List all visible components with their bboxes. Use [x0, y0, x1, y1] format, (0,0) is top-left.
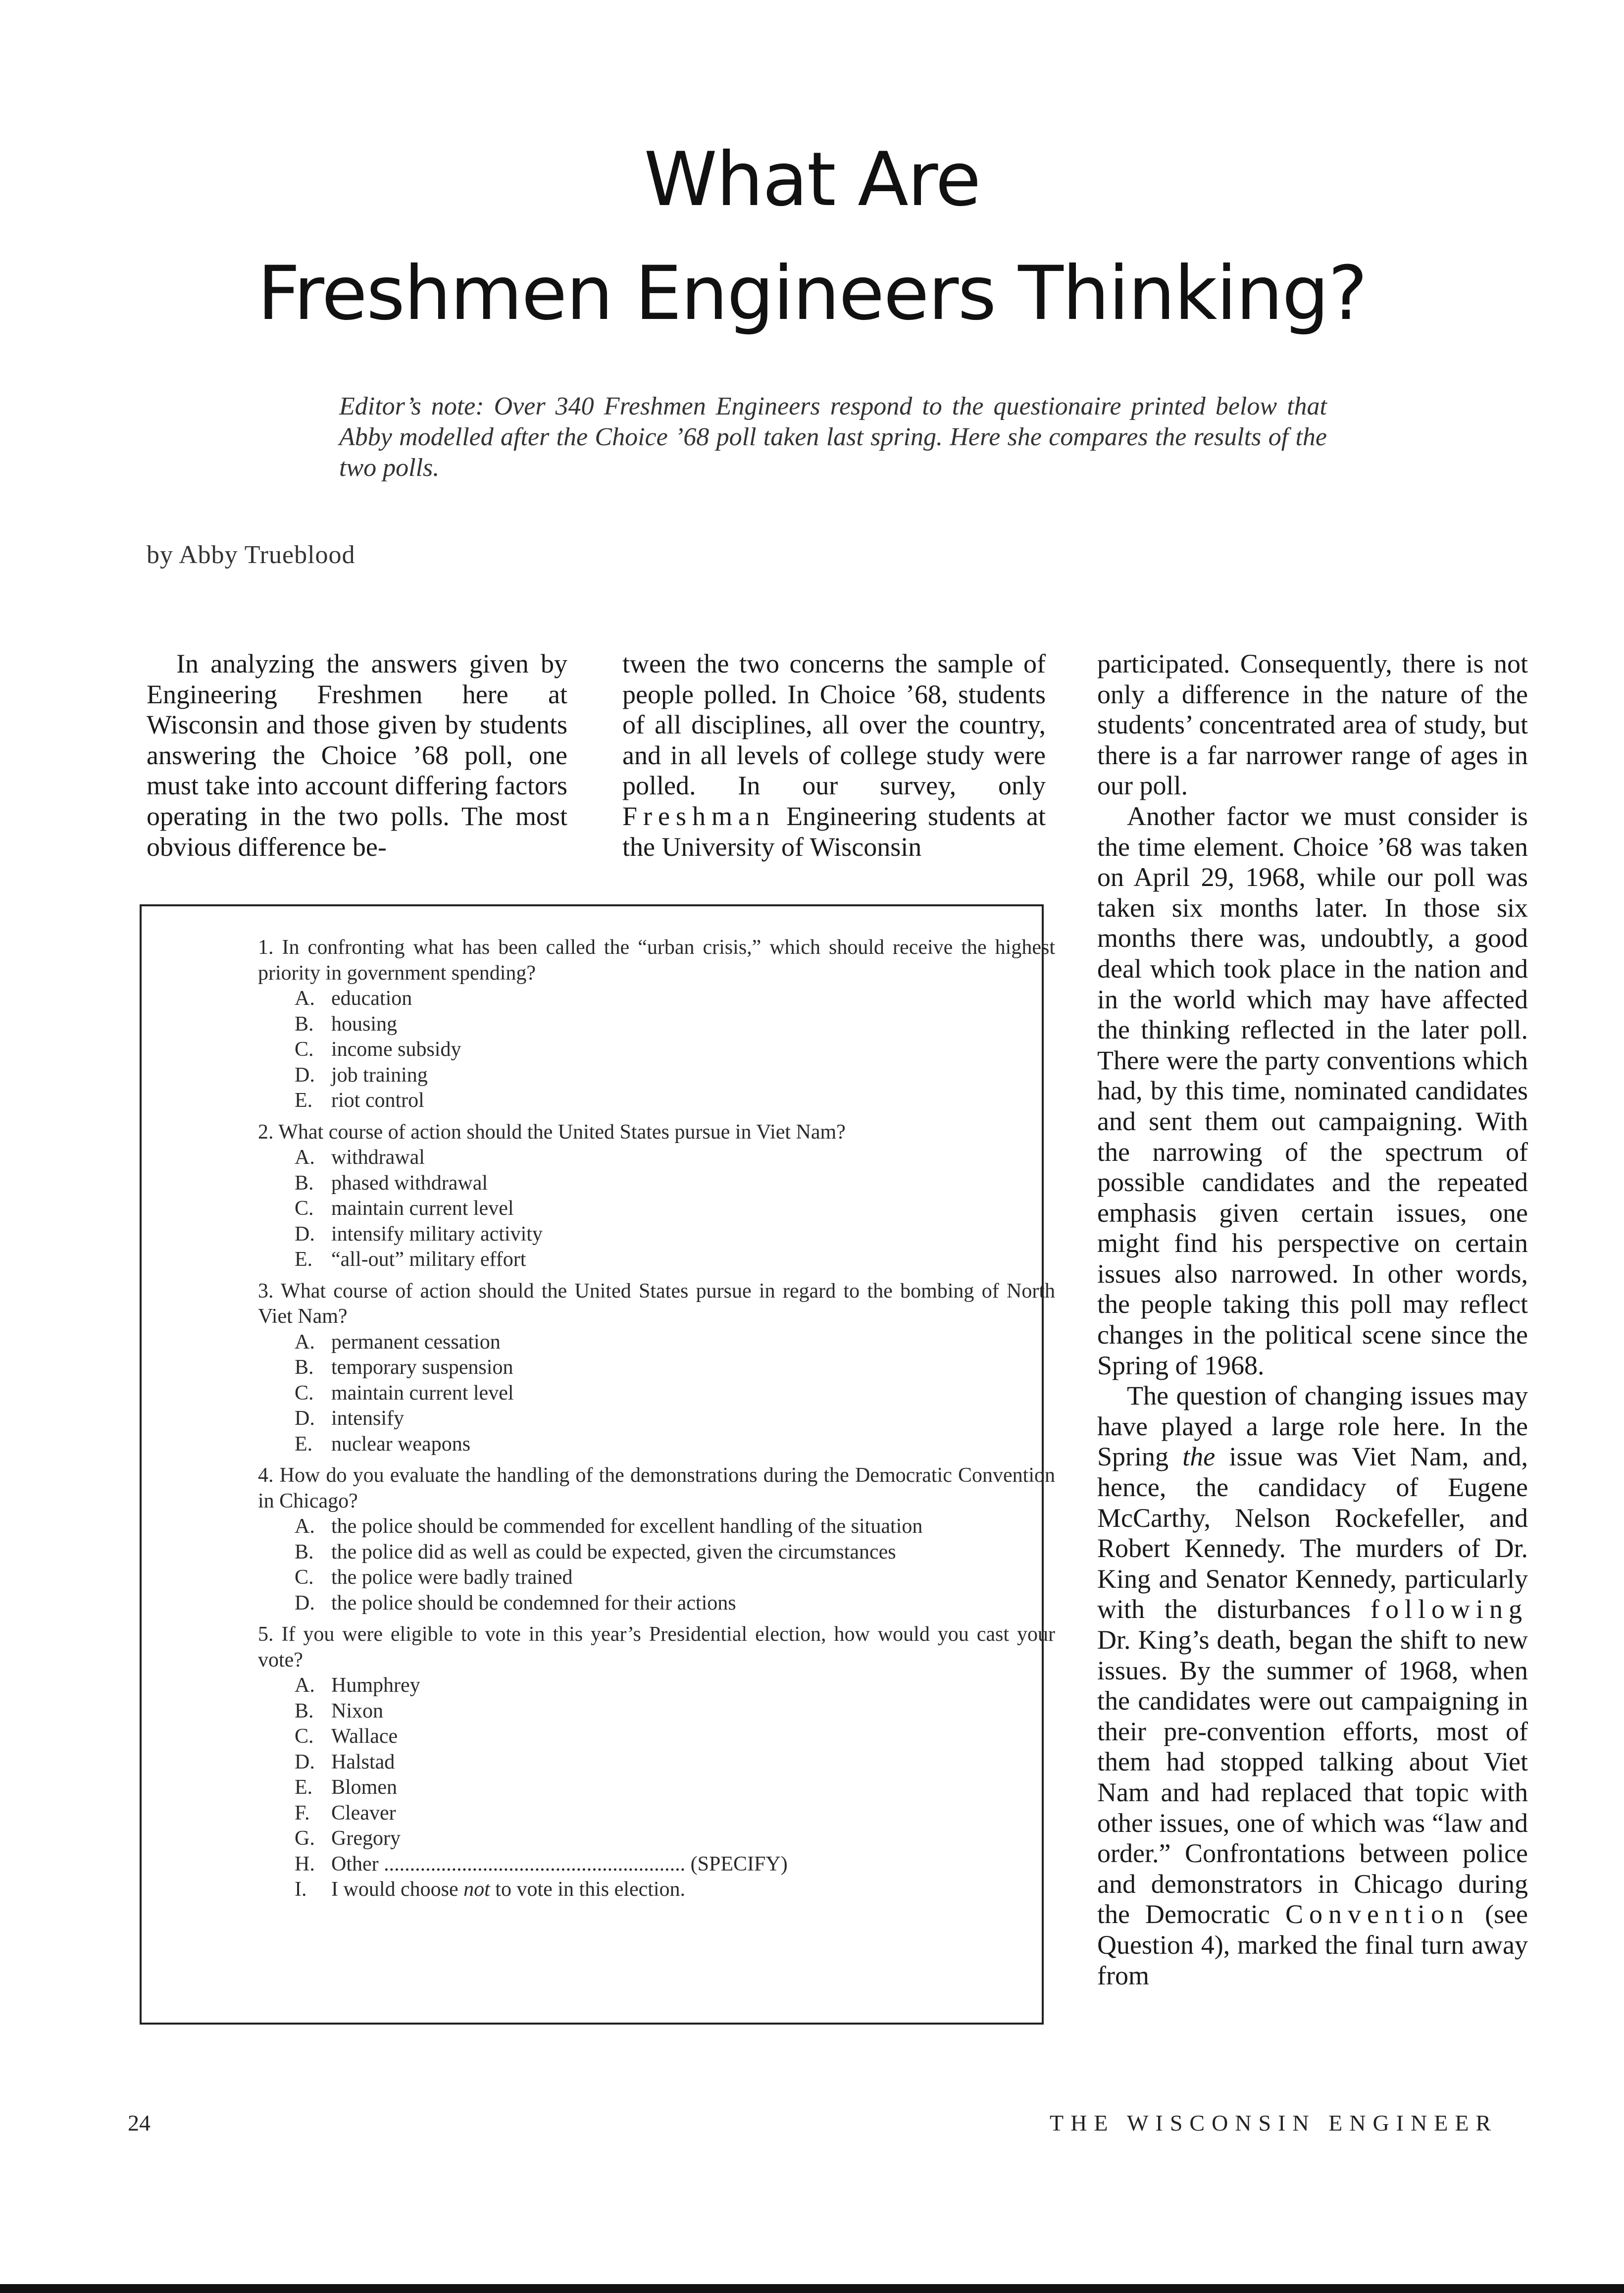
option-text: income subsidy: [331, 1038, 461, 1061]
option-text: the police were badly trained: [331, 1566, 573, 1589]
column-1: [147, 649, 567, 862]
option-text: housing: [331, 1012, 398, 1036]
question-4-option-a: [258, 1514, 1055, 1540]
question-1-option-c: [258, 1037, 1055, 1063]
column-3-spaced-word-2: Convention: [1285, 1899, 1470, 1929]
question-3-option-a: [258, 1330, 1055, 1355]
column-2-paragraph: [622, 649, 1046, 862]
question-5-option-b: [258, 1699, 1055, 1724]
option-letter: A.: [295, 1146, 315, 1169]
editor-note: Editor’s note: Over 340 Freshmen Engineers respond to the questionaire printed below that Abby modelled after the Choice ’68 poll taken last spring. Here she compares the results of the two polls.: [339, 392, 1327, 482]
option-letter: D.: [295, 1222, 315, 1246]
option-letter: D.: [295, 1750, 315, 1773]
column-3-spaced-word-1: following: [1370, 1594, 1528, 1624]
article-title-line2: Freshmen Engineers Thinking?: [257, 251, 1367, 337]
column-3-paragraph-3: [1097, 1381, 1528, 1991]
column-2-text-b: Engineering students at the University of Wisconsin: [622, 801, 1046, 862]
question-4-option-c: [258, 1565, 1055, 1591]
option-text: Blomen: [331, 1776, 397, 1799]
option-text: education: [331, 987, 412, 1010]
question-3-option-e: [258, 1432, 1055, 1458]
option-letter: B.: [295, 1171, 314, 1195]
option-letter: D.: [295, 1591, 315, 1615]
option-text: job training: [331, 1063, 428, 1087]
option-specify: (SPECIFY): [690, 1852, 788, 1876]
option-text: Other ..........................................................: [331, 1852, 686, 1876]
column-2-text-a: tween the two concerns the sample of people polled. In Choice ’68, students of all disciplines, all over the country, and in all levels of college study were polled. In our survey, only: [622, 649, 1046, 801]
option-text: intensify: [331, 1407, 404, 1430]
byline: by Abby Trueblood: [147, 541, 355, 569]
question-4-option-b: [258, 1540, 1055, 1565]
column-3-text-d: (see Question 4), marked the final turn away from: [1097, 1899, 1528, 1990]
question-4: [258, 1463, 1055, 1616]
column-2-spaced-word: Freshman: [622, 801, 775, 831]
option-text: the police should be condemned for their actions: [331, 1591, 736, 1615]
option-letter: A.: [295, 1674, 315, 1697]
question-1-option-b: [258, 1012, 1055, 1038]
question-2-option-c: [258, 1196, 1055, 1222]
question-5: [258, 1622, 1055, 1903]
option-text-pre: I would choose: [331, 1878, 458, 1901]
option-text-post: to vote in this election.: [495, 1878, 686, 1901]
option-letter: G.: [295, 1827, 315, 1850]
question-2-option-e: [258, 1247, 1055, 1273]
option-letter: B.: [295, 1356, 314, 1379]
column-2: [622, 649, 1046, 862]
question-2-option-a: [258, 1145, 1055, 1171]
question-5-option-i: [258, 1877, 1055, 1903]
option-emphasis: not: [463, 1878, 490, 1901]
option-letter: A.: [295, 987, 315, 1010]
column-3: [1097, 649, 1528, 1991]
column-3-text-a: The question of changing issues may have played a large role here. In the Spring: [1097, 1381, 1528, 1472]
questionnaire: [258, 935, 1055, 1909]
option-letter: C.: [295, 1566, 314, 1589]
question-5-option-f: [258, 1801, 1055, 1826]
option-letter: D.: [295, 1063, 315, 1087]
option-letter: B.: [295, 1012, 314, 1036]
question-4-text: 4. How do you evaluate the handling of the demonstrations during the Democratic Convention in Chicago?: [258, 1464, 1055, 1512]
option-text: phased withdrawal: [331, 1171, 488, 1195]
page-number: 24: [128, 2110, 151, 2136]
option-letter: B.: [295, 1540, 314, 1563]
option-text: Gregory: [331, 1827, 401, 1850]
question-3-option-d: [258, 1406, 1055, 1432]
option-text: the police did as well as could be expected, given the circumstances: [331, 1540, 896, 1563]
option-letter: C.: [295, 1725, 314, 1748]
question-1: [258, 935, 1055, 1114]
option-letter: F.: [295, 1801, 310, 1824]
option-text: Humphrey: [331, 1674, 420, 1697]
question-2-option-d: [258, 1222, 1055, 1248]
question-4-option-d: [258, 1591, 1055, 1616]
magazine-name: THE WISCONSIN ENGINEER: [1050, 2110, 1498, 2136]
column-3-emphasis: the: [1182, 1442, 1216, 1472]
option-text: Nixon: [331, 1699, 383, 1722]
article-title-line1: What Are: [644, 137, 980, 223]
option-text: “all-out” military effort: [331, 1248, 526, 1271]
question-5-option-d: [258, 1750, 1055, 1775]
option-text: Cleaver: [331, 1801, 396, 1824]
option-text: permanent cessation: [331, 1330, 501, 1354]
option-text: Wallace: [331, 1725, 398, 1748]
question-3-option-c: [258, 1381, 1055, 1407]
question-1-option-e: [258, 1088, 1055, 1114]
option-letter: C.: [295, 1197, 314, 1220]
option-text: temporary suspension: [331, 1356, 513, 1379]
question-5-option-e: [258, 1775, 1055, 1801]
option-text: nuclear weapons: [331, 1432, 471, 1456]
column-3-paragraph-2: Another factor we must consider is the time element. Choice ’68 was taken on April 29, 1968, while our poll was taken six months later. In those six months there was, undoubtly, a good deal which took place in the nation and in the world which may have affected the thinking reflected in the later poll. There were the party conventions which had, by this time, nominated candidates and sent them out campaigning. With the narrowing of the spectrum of possible candidates and the repeated emphasis given certain issues, one might find his perspective on certain issues also narrowed. In other words, the people taking this poll may reflect changes in the political scene since the Spring of 1968.: [1097, 801, 1528, 1380]
option-text: the police should be commended for excellent handling of the situation: [331, 1515, 923, 1538]
column-1-paragraph: In analyzing the answers given by Engineering Freshmen here at Wisconsin and those given by students answering the Choice ’68 poll, one must take into account differing factors operating in the two polls. The most obvious difference be-: [147, 649, 567, 862]
question-2-text: 2. What course of action should the United States pursue in Viet Nam?: [258, 1120, 846, 1144]
question-2: [258, 1120, 1055, 1273]
option-text: maintain current level: [331, 1197, 514, 1220]
bottom-rule: [0, 2284, 1624, 2293]
option-text: intensify military activity: [331, 1222, 543, 1246]
option-letter: D.: [295, 1407, 315, 1430]
question-3-option-b: [258, 1355, 1055, 1381]
option-letter: I.: [295, 1878, 307, 1901]
question-5-option-a: [258, 1673, 1055, 1699]
option-letter: E.: [295, 1432, 313, 1456]
question-1-option-a: [258, 986, 1055, 1012]
question-1-option-d: [258, 1063, 1055, 1089]
question-3: [258, 1279, 1055, 1458]
questionnaire-box: [140, 904, 1055, 2025]
question-5-text: 5. If you were eligible to vote in this year’s Presidential election, how would you cast your vote?: [258, 1623, 1055, 1671]
column-3-text-c: Dr. King’s death, began the shift to new issues. By the summer of 1968, when the candidates were out campaigning in their pre-convention efforts, most of them had stopped talking about Viet Nam and had replaced that topic with other issues, one of which was “law and order.” Confrontations between police and demonstrators in Chicago during the Democratic: [1097, 1625, 1528, 1929]
option-letter: H.: [295, 1852, 315, 1876]
option-letter: A.: [295, 1330, 315, 1354]
question-2-option-b: [258, 1171, 1055, 1197]
option-letter: E.: [295, 1776, 313, 1799]
question-5-option-g: [258, 1826, 1055, 1852]
option-letter: C.: [295, 1038, 314, 1061]
option-letter: E.: [295, 1089, 313, 1112]
option-letter: E.: [295, 1248, 313, 1271]
question-5-option-c: [258, 1724, 1055, 1750]
option-text: riot control: [331, 1089, 424, 1112]
option-letter: A.: [295, 1515, 315, 1538]
option-letter: B.: [295, 1699, 314, 1722]
column-3-paragraph-1: participated. Consequently, there is not only a difference in the nature of the students’ concentrated area of study, but there is a far narrower range of ages in our poll.: [1097, 649, 1528, 801]
option-letter: C.: [295, 1381, 314, 1405]
option-text: Halstad: [331, 1750, 395, 1773]
question-3-text: 3. What course of action should the United States pursue in regard to the bombing of North Viet Nam?: [258, 1279, 1055, 1328]
column-3-text-b: issue was Viet Nam, and, hence, the candidacy of Eugene McCarthy, Nelson Rockefeller, and Robert Kennedy. The murders of Dr. King and Senator Kennedy, particularly with the disturbances: [1097, 1442, 1528, 1624]
question-5-option-h: [258, 1852, 1055, 1877]
option-text: maintain current level: [331, 1381, 514, 1405]
question-1-text: 1. In confronting what has been called the “urban crisis,” which should receive the highest priority in government spending?: [258, 936, 1055, 985]
option-text: withdrawal: [331, 1146, 425, 1169]
